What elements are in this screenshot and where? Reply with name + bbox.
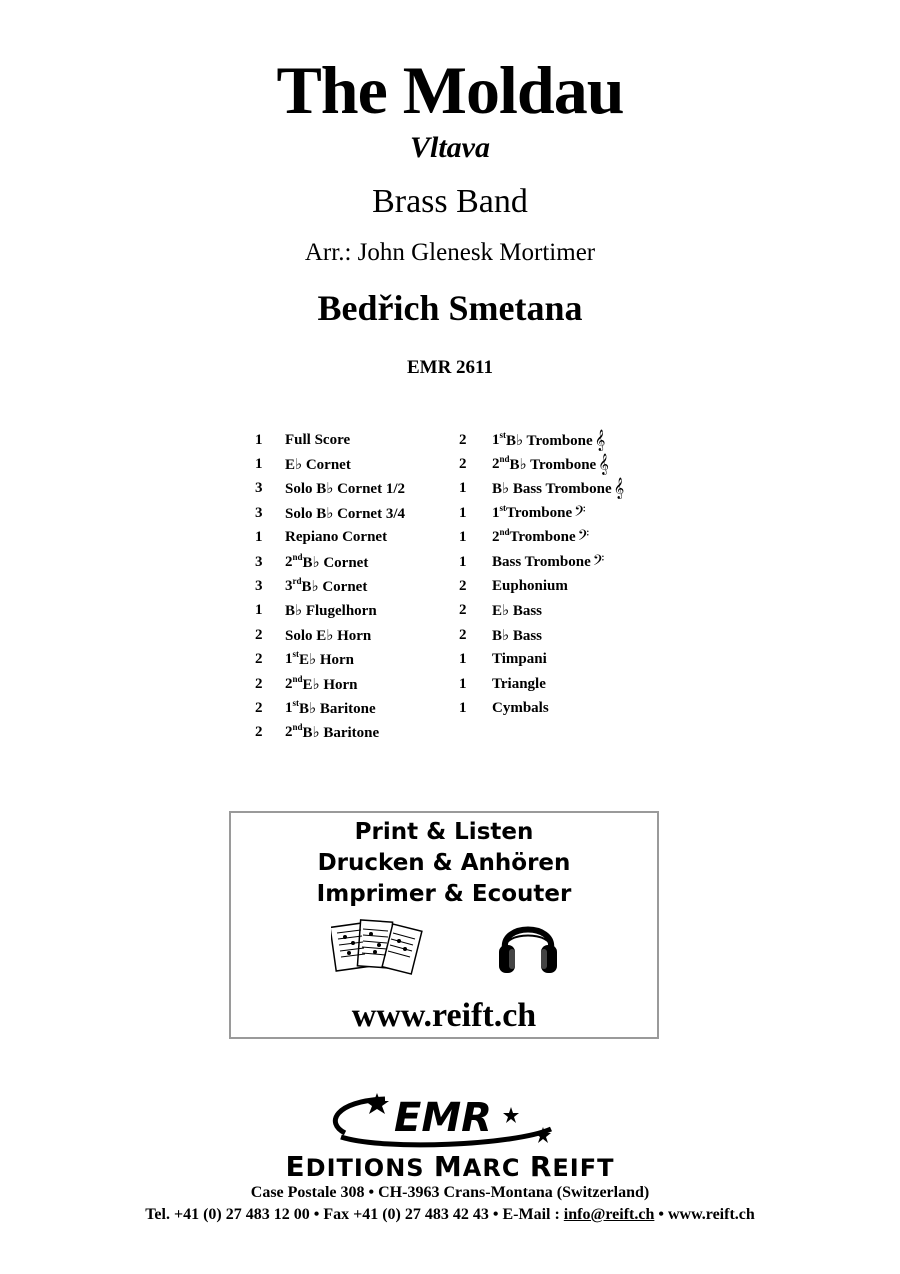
part-quantity: 3 [255, 504, 263, 521]
part-row [459, 526, 624, 550]
part-row [255, 648, 405, 672]
part-row [255, 696, 405, 720]
part-name: Trombone [509, 529, 576, 546]
part-quantity: 2 [255, 626, 263, 643]
part-name: E♭ Horn [299, 652, 354, 669]
part-quantity: 2 [459, 626, 467, 643]
part-quantity: 1 [255, 529, 263, 546]
part-name: E♭ Cornet [285, 457, 351, 474]
part-name: Timpani [492, 651, 547, 668]
part-name: Bass Trombone [492, 553, 591, 570]
logo-text: EMR [394, 1095, 492, 1141]
part-row [255, 672, 405, 696]
publisher-name-part: EIFT [552, 1154, 615, 1182]
promo-line-2: Drucken & Anhören [317, 850, 571, 876]
part-quantity: 1 [255, 431, 263, 448]
part-row [459, 623, 624, 647]
part-row [459, 550, 624, 574]
part-ordinal: 3rd [285, 576, 302, 595]
print-listen-box[interactable] [229, 811, 659, 1039]
part-name: B♭ Cornet [301, 579, 368, 596]
part-row [459, 648, 624, 672]
part-name: B♭ Bass Trombone [492, 481, 612, 498]
part-quantity: 1 [459, 504, 467, 521]
part-quantity: 3 [255, 553, 263, 570]
part-name: Triangle [492, 675, 546, 692]
part-name: B♭ Cornet [302, 554, 369, 571]
part-quantity: 2 [459, 602, 467, 619]
part-quantity: 1 [255, 456, 263, 473]
part-quantity: 1 [459, 675, 467, 692]
publisher-address: Case Postale 308 • CH-3963 Crans-Montana (Switzerland) [250, 1184, 650, 1201]
part-row [255, 623, 405, 647]
headphones-icon [497, 909, 559, 977]
title: The Moldau [276, 52, 624, 128]
treble-clef-icon: 𝄞 [598, 454, 609, 475]
part-name: Full Score [285, 431, 351, 448]
part-row [255, 477, 405, 501]
part-name: Euphonium [492, 578, 568, 595]
publisher-initial-m: M [433, 1150, 463, 1183]
part-quantity: 2 [255, 675, 263, 692]
part-name: B♭ Baritone [299, 700, 376, 717]
email-link[interactable]: info@reift.ch [563, 1206, 655, 1223]
part-ordinal: 1st [285, 697, 299, 716]
part-row [255, 526, 405, 550]
part-row [459, 477, 624, 501]
contact-phone-fax: Tel. +41 (0) 27 483 12 00 • Fax +41 (0) 27 483 42 43 • E-Mail : [145, 1206, 564, 1223]
part-quantity: 2 [255, 724, 263, 741]
part-row [255, 501, 405, 525]
part-ordinal: 2nd [492, 454, 510, 473]
part-quantity: 3 [255, 578, 263, 595]
part-ordinal: 2nd [285, 673, 303, 692]
part-row [459, 501, 624, 525]
bass-clef-icon: 𝄢 [577, 527, 590, 548]
promo-line-3: Imprimer & Ecouter [316, 881, 572, 907]
part-row [459, 599, 624, 623]
part-row [255, 721, 405, 745]
part-quantity: 2 [459, 578, 467, 595]
treble-clef-icon: 𝄞 [594, 429, 606, 450]
treble-clef-icon: 𝄞 [613, 478, 625, 499]
publisher-name [0, 1150, 900, 1183]
part-ordinal: 2nd [285, 722, 303, 741]
part-row [459, 696, 624, 720]
part-row [255, 428, 405, 452]
part-ordinal: 1st [492, 502, 506, 521]
emr-logo [315, 1093, 565, 1149]
part-name: Solo B♭ Cornet 3/4 [285, 505, 405, 522]
contact-website[interactable]: • www.reift.ch [654, 1206, 755, 1223]
part-row [255, 574, 405, 598]
subtitle: Vltava [410, 131, 490, 164]
publisher-name-part: DITIONS [305, 1154, 434, 1182]
part-row [459, 574, 624, 598]
part-name: E♭ Horn [302, 676, 358, 693]
part-ordinal: 1st [285, 649, 299, 668]
arranger: Arr.: John Glenesk Mortimer [304, 239, 596, 266]
part-name: B♭ Bass [492, 627, 543, 644]
part-quantity: 1 [459, 651, 467, 668]
part-row [255, 550, 405, 574]
part-row [255, 452, 405, 476]
part-row [459, 672, 624, 696]
part-ordinal: 2nd [285, 551, 303, 570]
part-quantity: 1 [459, 553, 467, 570]
part-row [255, 599, 405, 623]
sheet-music-icon [331, 917, 426, 987]
bass-clef-icon: 𝄢 [574, 502, 586, 523]
promo-line-1: Print & Listen [354, 819, 534, 845]
part-quantity: 3 [255, 480, 263, 497]
part-row [459, 452, 624, 476]
part-quantity: 1 [255, 602, 263, 619]
part-name: Cymbals [492, 699, 549, 716]
part-ordinal: 2nd [492, 527, 510, 546]
part-name: Trombone [506, 504, 573, 521]
part-quantity: 1 [459, 699, 467, 716]
parts-list-left [255, 428, 405, 745]
part-quantity: 2 [459, 456, 467, 473]
part-name: B♭ Baritone [302, 725, 380, 742]
part-name: Solo B♭ Cornet 1/2 [285, 481, 405, 498]
parts-list-right [459, 428, 624, 721]
part-name: Solo E♭ Horn [285, 627, 372, 644]
publisher-initial-r: R [529, 1150, 553, 1183]
bass-clef-icon: 𝄢 [592, 551, 605, 572]
publisher-contact [0, 1205, 900, 1225]
part-quantity: 2 [255, 699, 263, 716]
part-name: B♭ Flugelhorn [285, 603, 377, 620]
part-name: B♭ Trombone [506, 432, 593, 449]
ensemble: Brass Band [372, 183, 528, 220]
composer: Bedřich Smetana [317, 288, 583, 328]
part-quantity: 2 [459, 431, 467, 448]
catalog-number: EMR 2611 [406, 357, 494, 378]
website-url[interactable]: www.reift.ch [351, 997, 537, 1034]
part-row [459, 428, 624, 452]
part-quantity: 1 [459, 480, 467, 497]
part-name: Repiano Cornet [285, 529, 388, 546]
part-name: B♭ Trombone [509, 457, 597, 474]
publisher-initial-e: E [285, 1150, 306, 1183]
part-ordinal: 1st [492, 429, 506, 448]
part-quantity: 1 [459, 529, 467, 546]
part-name: E♭ Bass [492, 603, 543, 620]
publisher-name-part: ARC [462, 1154, 530, 1182]
part-quantity: 2 [255, 651, 263, 668]
